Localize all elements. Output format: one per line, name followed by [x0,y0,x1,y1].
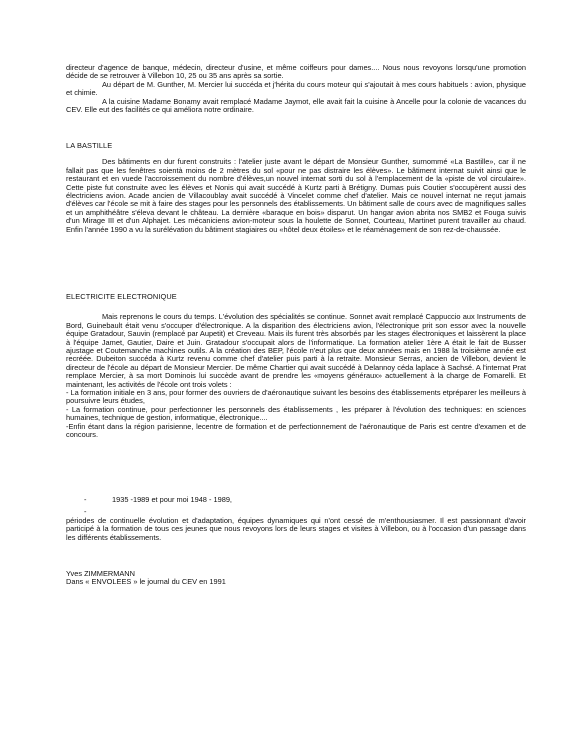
intro-paragraph-1: directeur d'agence de banque, médecin, directeur d'usine, et même coiffeurs pour dames.... Nous nous revoyons lorsqu'une promotion décide de se retrouver à Villebon 10, 25 ou 35 ans après sa sortie. [66,63,526,81]
dash-mark: - [84,507,87,517]
source-line: Dans « ENVOLEES » le journal du CEV en 1991 [66,577,226,587]
intro-section [66,64,526,114]
volet-examen: -Enfin étant dans la région parisienne, lecentre de formation et de perfectionnement de l'aéronautique de Paris est centre d'examen et de concours. [66,421,526,440]
volet-initial: - La formation initiale en 3 ans, pour former des ouvriers de d'aéronautique suivant les besoins des établissements etpréparer les meilleurs à poursuivre leurs études, [66,388,526,406]
electricite-heading: ELECTRICITE ELECTRONIQUE [66,292,177,301]
intro-paragraph-3: A la cuisine Madame Bonamy avait remplacé Madame Jaymot, elle avait fait la cuisine à Ancelle pour la colonie de vacances du CEV. Elle eut des facilités ce qui améliora notre ordinaire. [66,96,526,115]
bastille-heading: LA BASTILLE [66,141,113,150]
electricite-section [66,293,526,440]
electricite-paragraph: Mais reprenons le cours du temps. L'évolution des spécialités se continue. Sonnet avait remplacé Cappuccio aux Instruments de Bord, Guinebault était venu s'occuper d'électronique. A la disparition des électriciens avion, l'électronique prit son essor avec la nouvelle équipe Gratadour, Sauvin (remplacé par Aupetit) et Creveau. Mais ils furent très absorbés par les stages électroniques et laissèrent la place à l'équipe Jamet, Gautier, Daire et Juin. Gratadour s'occupait alors de l'informatique. La formation atelier 1ère A était le fait de Busser ajustage et Coutemanche machines outils. A la création des BEP, l'école n'eut plus que deux années mais en 1988 la troisième année est recréée. Dubeiton succéda à Kurtz revenu comme chef d'atelier puis parti à la retraite. Monsieur Serras, ancien de Villebon, devient le directeur de l'école au départ de Monsieur Mercier. De même Chartier qui avait succédé à Delannoy céda laplace à Sachsé. A l'internat Prat remplace Mercier, à sa mort Dominois lui succède avant de prendre les «moyens généraux» actuellement à la charge de Fomarelli. Et maintenant, les activités de l'école ont trois volets : [66,312,526,389]
bastille-paragraph: Des bâtiments en dur furent construits : l'atelier juste avant le départ de Monsieur Gunther, surnommé «La Bastille», car il ne fallait pas que les fenêtres soientà moins de 2 mètres du sol «pour ne pas distraire les élèves». Le bâtiment internat suivit ainsi que le restaurant et en vuede l'accroissement du nombre d'élèves,un nouvel internat sorti du sol à l'emplacement de la «piste de vol circulaire». Cette piste fut construite avec les élèves et Nonis qui avait succédé à Kurtz parti à Brétigny. Dumas puis Coutier s'occupèrent aussi des électriciens avion. Acade ancien de Villacoublay avait succédé à Vincelet comme chef d'atelier. Mais ce nouvel internat ne reçut jamais d'élèves car l'école se mit à faire des stages pour les personnels des établissements. Un bâtiment salle de cours avec de magnifiques salles et un amphithéâtre s'éleva devant le château. La dernière «baraque en bois» disparut. Un hangar avion abrita nos SMB2 et Fouga suivis d'un Mirage III et d'un Alphajet. Les mécaniciens avion-moteur sous la houlette de Sonnet, Courteau, Martinet purent travailler au chaud. Enfin l'année 1990 a vu la surélévation du bâtiment stagiaires ou «hôtel deux étoiles» et le réaménagement de son rez-de-chaussée. [66,157,526,234]
bastille-section [66,142,526,234]
volet-continue: - La formation continue, pour perfectionner les personnels des établissements , les préparer à l'évolution des techniques: en sciences humaines, technique de gestion, informatique, électronique.... [66,404,526,423]
period-dates: 1935 -1989 et pour moi 1948 - 1989, [112,495,232,504]
intro-paragraph-2: Au départ de M. Gunther, M. Mercier lui succéda et j'hérita du cours moteur qui s'ajoutait à mes cours habituels : avion, physique et chimie. [66,79,526,98]
period-line-2 [66,508,526,516]
periods-section [66,496,526,542]
closing-paragraph: périodes de continuelle évolution et d'adaptation, équipes dynamiques qui n'ont cessé de m'enthousiasmer. Il est passionnant d'avoir participé à la formation de tous ces jeunes que nous revoyons lors de leurs stages et visites à Villebon, ou à l'occasion d'un passage dans les différents établissements. [66,515,526,542]
dash-mark: - [84,495,87,504]
author-name: Yves ZIMMERMANN [66,569,135,578]
signature-block [66,570,526,587]
period-line-1 [66,496,526,504]
